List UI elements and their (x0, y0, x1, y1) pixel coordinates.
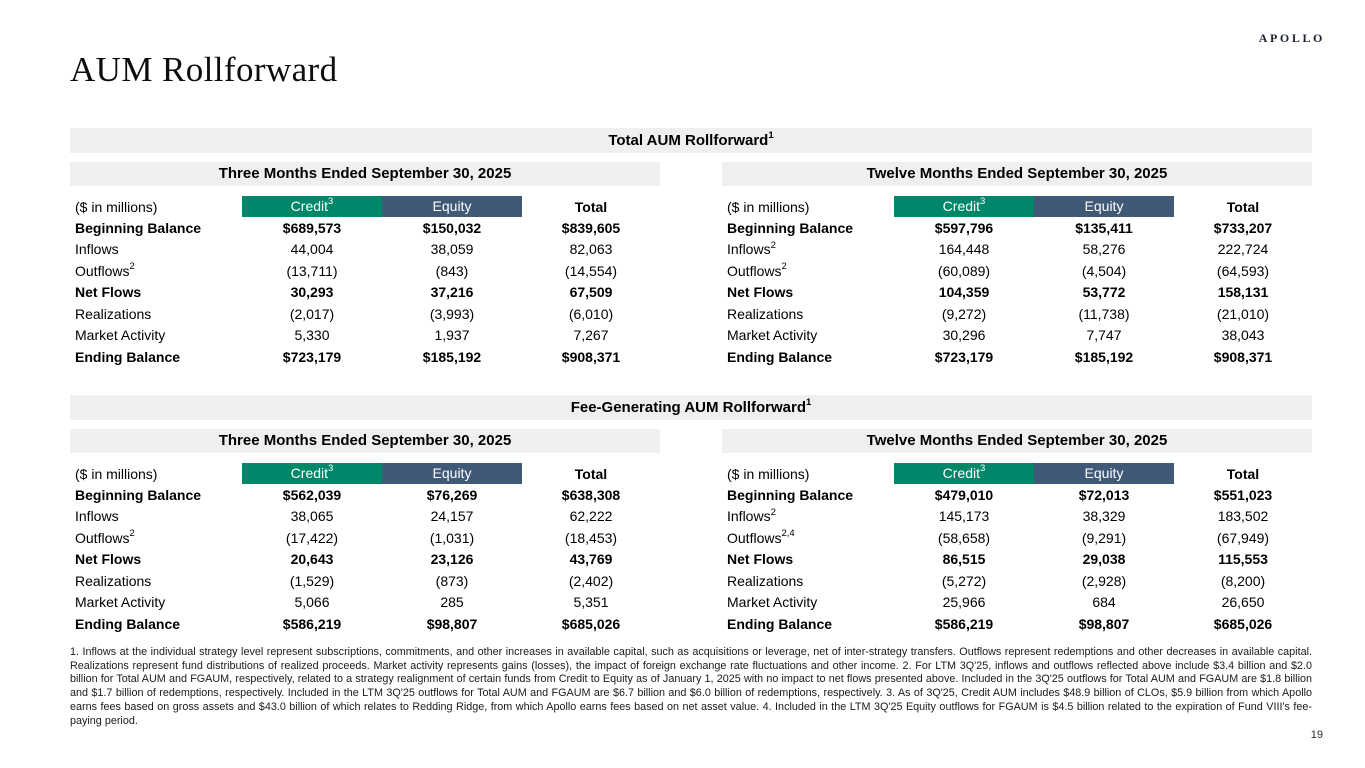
table-row (70, 325, 660, 347)
equity-value: $185,192 (422, 348, 482, 365)
row-label: Inflows (727, 241, 771, 258)
total-value: 158,131 (1217, 284, 1269, 301)
period-header: Three Months Ended September 30, 2025 (70, 162, 660, 186)
page-title: AUM Rollforward (70, 50, 338, 89)
total-value: $908,371 (1213, 348, 1273, 365)
footnote-ref: 3 (328, 196, 334, 208)
footnote-ref: 3 (328, 463, 334, 475)
credit-value: 164,448 (938, 241, 990, 258)
total-value: 26,650 (1221, 594, 1265, 611)
credit-value: $479,010 (934, 486, 994, 503)
row-label: Ending Balance (727, 615, 833, 632)
fgaum-12m-table (722, 429, 1312, 635)
row-label: Outflows (75, 262, 130, 279)
row-label: Inflows (75, 508, 119, 525)
row-label: Outflows (75, 529, 130, 546)
table-row (722, 506, 1312, 528)
row-label: Realizations (75, 572, 152, 589)
total-value: (64,593) (1216, 262, 1270, 279)
credit-column-header: Credit$^3$ (242, 463, 382, 484)
equity-value: (9,291) (1081, 529, 1127, 546)
column-header-row (70, 463, 660, 484)
equity-column-header: Equity (1034, 196, 1174, 217)
total-value: (18,453) (564, 529, 618, 546)
equity-value: 37,216 (430, 284, 474, 301)
unit-label: ($ in millions) (727, 198, 810, 215)
table-row (722, 325, 1312, 347)
total-value: (6,010) (568, 305, 614, 322)
table-row (722, 527, 1312, 549)
row-label: Inflows (75, 241, 119, 258)
row-label: Market Activity (75, 594, 166, 611)
credit-value: $597,796 (934, 219, 994, 236)
period-header: Three Months Ended September 30, 2025 (70, 429, 660, 453)
equity-value: (1,031) (429, 529, 475, 546)
footnote-ref: 1 (768, 130, 774, 141)
footnote-ref: 3 (980, 196, 986, 208)
credit-value: (2,017) (289, 305, 335, 322)
equity-column-header: Equity (382, 196, 522, 217)
table-row (722, 346, 1312, 368)
table-row (70, 239, 660, 261)
credit-value: 38,065 (290, 508, 334, 525)
equity-value: 285 (440, 594, 464, 611)
total-value: 7,267 (573, 327, 609, 344)
row-label: Market Activity (727, 594, 818, 611)
fgaum-3m-table (70, 429, 660, 635)
equity-value: (2,928) (1081, 572, 1127, 589)
table-row (70, 484, 660, 506)
table-row (70, 282, 660, 304)
row-label: Realizations (727, 305, 804, 322)
row-label: Beginning Balance (75, 486, 202, 503)
total-value: $839,605 (561, 219, 621, 236)
equity-value: (843) (435, 262, 469, 279)
total-value: $685,026 (561, 615, 621, 632)
equity-value: $98,807 (1078, 615, 1130, 632)
total-value: $551,023 (1213, 486, 1273, 503)
footnote-ref: 2 (129, 528, 135, 540)
equity-value: 38,059 (430, 241, 474, 258)
credit-value: (58,658) (937, 529, 991, 546)
credit-value: $586,219 (282, 615, 342, 632)
equity-value: 23,126 (430, 551, 474, 568)
table-row (722, 613, 1312, 635)
row-label: Beginning Balance (727, 486, 854, 503)
row-label: Beginning Balance (727, 219, 854, 236)
equity-value: $98,807 (426, 615, 478, 632)
total-value: $685,026 (1213, 615, 1273, 632)
row-label: Net Flows (727, 284, 794, 301)
credit-column-header: Credit$^3$ (242, 196, 382, 217)
credit-value: 20,643 (290, 551, 334, 568)
credit-value: 104,359 (938, 284, 990, 301)
equity-value: (11,738) (1078, 305, 1130, 322)
credit-value: 5,066 (294, 594, 330, 611)
row-label: Realizations (727, 572, 804, 589)
unit-label: ($ in millions) (727, 465, 810, 482)
table-row (722, 217, 1312, 239)
period-header: Twelve Months Ended September 30, 2025 (722, 429, 1312, 453)
total-value: (2,402) (568, 572, 614, 589)
credit-value: $689,573 (282, 219, 342, 236)
footnote-ref: 2 (129, 261, 135, 273)
credit-value: $723,179 (282, 348, 342, 365)
total-value: 43,769 (569, 551, 613, 568)
table-row (722, 282, 1312, 304)
table-row (70, 549, 660, 571)
credit-value: (60,089) (937, 262, 991, 279)
total-value: $638,308 (561, 486, 621, 503)
equity-column-header: Equity (1034, 463, 1174, 484)
table-row (722, 570, 1312, 592)
row-label: Market Activity (727, 327, 818, 344)
equity-value: $76,269 (426, 486, 478, 503)
total-value: 5,351 (573, 594, 609, 611)
table-row (70, 613, 660, 635)
unit-label: ($ in millions) (75, 198, 158, 215)
total-value: 38,043 (1221, 327, 1265, 344)
column-header-row (722, 196, 1312, 217)
credit-value: (17,422) (285, 529, 339, 546)
total-value: 62,222 (569, 508, 613, 525)
section-title-fee-generating: Fee-Generating AUM Rollforward$^1$ (70, 395, 1312, 420)
equity-value: $185,192 (1074, 348, 1134, 365)
equity-value: 7,747 (1086, 327, 1122, 344)
equity-value: 24,157 (430, 508, 474, 525)
table-row (70, 506, 660, 528)
credit-column-header: Credit$^3$ (894, 463, 1034, 484)
total-column-header: Total (1226, 465, 1260, 482)
credit-value: 86,515 (942, 551, 986, 568)
table-row (722, 303, 1312, 325)
equity-value: 29,038 (1082, 551, 1126, 568)
credit-value: $562,039 (282, 486, 342, 503)
total-aum-12m-table (722, 162, 1312, 368)
row-label: Ending Balance (727, 348, 833, 365)
table-row (70, 260, 660, 282)
table-row (70, 346, 660, 368)
table-row (722, 484, 1312, 506)
row-label: Realizations (75, 305, 152, 322)
table-row (722, 592, 1312, 614)
total-value: (14,554) (564, 262, 618, 279)
fee-generating-aum-section (70, 395, 1312, 635)
equity-value: $150,032 (422, 219, 482, 236)
footnote-ref: 2 (770, 506, 776, 518)
table-row (722, 549, 1312, 571)
row-label: Market Activity (75, 327, 166, 344)
total-aum-section (70, 128, 1312, 368)
row-label: Net Flows (75, 551, 142, 568)
row-label: Outflows (727, 529, 782, 546)
equity-value: $72,013 (1078, 486, 1130, 503)
credit-value: (13,711) (286, 262, 338, 279)
credit-value: (5,272) (941, 572, 987, 589)
table-row (70, 303, 660, 325)
credit-value: 30,293 (290, 284, 334, 301)
unit-label: ($ in millions) (75, 465, 158, 482)
footnote-ref: 2 (781, 261, 787, 273)
table-row (722, 239, 1312, 261)
equity-column-header: Equity (382, 463, 522, 484)
apollo-logo: APOLLO (1258, 31, 1325, 45)
row-label: Inflows (727, 508, 771, 525)
equity-value: (873) (435, 572, 469, 589)
total-value: 82,063 (569, 241, 613, 258)
credit-value: (1,529) (289, 572, 335, 589)
table-row (70, 570, 660, 592)
equity-value: (3,993) (429, 305, 475, 322)
total-value: 222,724 (1217, 241, 1269, 258)
equity-value: 38,329 (1082, 508, 1126, 525)
total-value: 183,502 (1217, 508, 1269, 525)
section-title-total-aum: Total AUM Rollforward$^1$ (70, 128, 1312, 153)
total-value: $908,371 (561, 348, 621, 365)
credit-value: $723,179 (934, 348, 994, 365)
footnotes: 1. Inflows at the individual strategy level represent subscriptions, commitments, and other increases in available capital, such as acquisitions or leverage, net of inter-strategy transfers. Outflows represent redemptions and other decreases in available capital. Realizations represent fund distributions of realized proceeds. Market activity represents gains (losses), the impact of foreign exchange rate fluctuations and other income. 2. For LTM 3Q'25, inflows and outflows reflected above include $3.4 billion and $2.0 billion for Total AUM and FGAUM, respectively, related to a strategy realignment of certain funds from Credit to Equity as of January 1, 2025 with no impact to net flows presented above. Included in the 3Q'25 outflows for Total AUM and FGAUM are $1.8 billion and $1.7 billion of redemptions, respectively. Included in the LTM 3Q'25 outflows for Total AUM and FGAUM are $6.7 billion and $6.0 billion of redemptions, respectively. 3. As of 3Q'25, Credit AUM includes $48.9 billion of CLOs, $5.9 billion from which Apollo earns fees based on gross assets and $43.0 billion of which relates to Redding Ridge, from which Apollo earns fees based on net asset value. 4. Included in the LTM 3Q'25 Equity outflows for FGAUM is $4.5 billion related to the expiration of Fund VIII's fee-paying period. (70, 646, 1312, 727)
total-value: $733,207 (1213, 219, 1273, 236)
table-row (70, 592, 660, 614)
credit-value: $586,219 (934, 615, 994, 632)
row-label: Beginning Balance (75, 219, 202, 236)
column-header-row (70, 196, 660, 217)
row-label: Ending Balance (75, 615, 181, 632)
equity-value: 684 (1092, 594, 1116, 611)
total-aum-3m-table (70, 162, 660, 368)
total-value: (21,010) (1216, 305, 1270, 322)
total-value: (67,949) (1216, 529, 1270, 546)
credit-value: 25,966 (942, 594, 986, 611)
total-column-header: Total (1226, 198, 1260, 215)
row-label: Outflows (727, 262, 782, 279)
credit-value: 30,296 (942, 327, 986, 344)
credit-value: (9,272) (941, 305, 987, 322)
credit-value: 5,330 (294, 327, 330, 344)
total-column-header: Total (574, 465, 608, 482)
row-label: Net Flows (727, 551, 794, 568)
column-header-row (722, 463, 1312, 484)
page-number: 19 (1310, 729, 1323, 741)
total-value: 67,509 (569, 284, 613, 301)
total-column-header: Total (574, 198, 608, 215)
table-row (722, 260, 1312, 282)
equity-value: $135,411 (1075, 219, 1133, 236)
total-value: (8,200) (1220, 572, 1266, 589)
table-row (70, 527, 660, 549)
table-row (70, 217, 660, 239)
credit-column-header: Credit$^3$ (894, 196, 1034, 217)
equity-value: 1,937 (434, 327, 470, 344)
row-label: Net Flows (75, 284, 142, 301)
equity-value: 53,772 (1082, 284, 1126, 301)
footnote-ref: 2 (770, 239, 776, 251)
footnote-ref: 1 (806, 397, 812, 408)
footnote-ref: 3 (980, 463, 986, 475)
row-label: Ending Balance (75, 348, 181, 365)
period-header: Twelve Months Ended September 30, 2025 (722, 162, 1312, 186)
footnote-ref: 2,4 (781, 528, 795, 540)
credit-value: 44,004 (290, 241, 334, 258)
credit-value: 145,173 (938, 508, 990, 525)
total-value: 115,553 (1218, 551, 1268, 568)
equity-value: 58,276 (1082, 241, 1126, 258)
equity-value: (4,504) (1081, 262, 1127, 279)
